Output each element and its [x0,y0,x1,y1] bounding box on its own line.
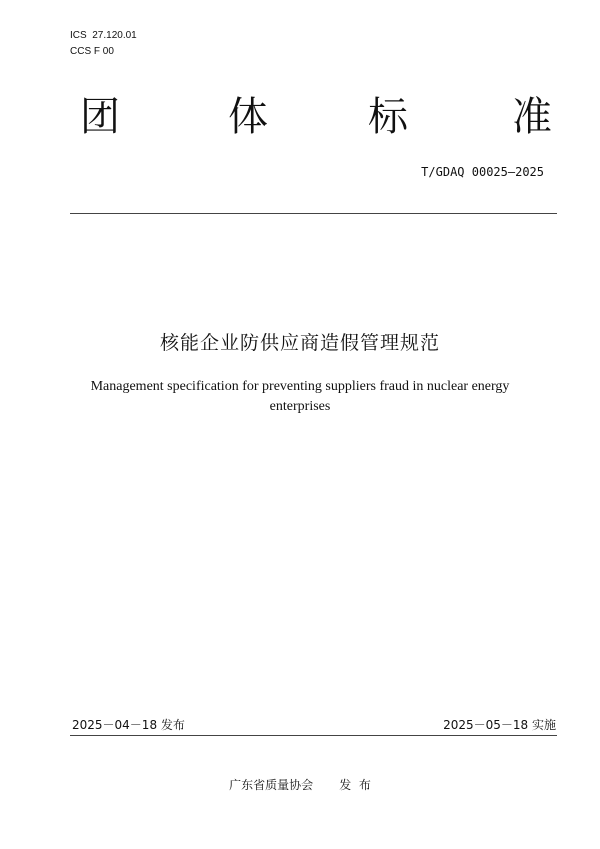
publish-action: 发 布 [339,778,371,792]
ccs-code: CCS F 00 [70,46,114,57]
issue-date: 2025－04－18 发布 [72,718,185,732]
bottom-divider [70,735,557,736]
standard-number: T/GDAQ 00025—2025 [421,165,544,179]
ics-code: ICS 27.120.01 [70,30,137,41]
title-english: Management specification for preventing suppliers fraud in nuclear energy enterprises [90,379,510,414]
category-char-3: 标 [368,94,408,140]
publisher-line [0,776,600,793]
implementation-date: 2025－05－18 实施 [443,718,556,732]
category-char-4: 准 [512,94,552,140]
category-char-2: 体 [228,94,268,140]
category-char-1: 团 [80,94,120,140]
top-divider [70,213,557,214]
publisher-name: 广东省质量协会 [229,778,314,792]
standard-category [80,92,560,142]
title-chinese: 核能企业防供应商造假管理规范 [159,332,440,354]
